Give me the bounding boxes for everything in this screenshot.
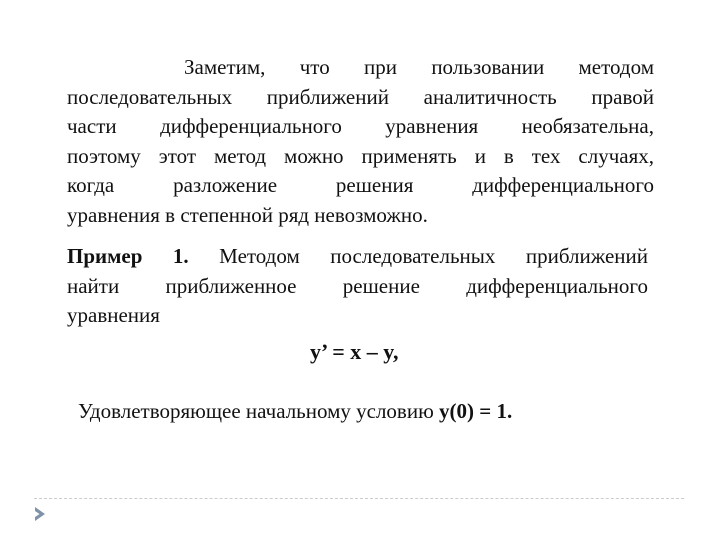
chevron-shape: [35, 507, 45, 521]
initial-condition: [78, 399, 512, 424]
paragraph-line: когда разложение решения дифференциального: [67, 173, 654, 197]
chevron-right-icon[interactable]: [33, 506, 47, 522]
footer-divider: [34, 498, 684, 499]
example-label: Пример 1.: [67, 244, 189, 268]
condition-value: y(0) = 1.: [439, 399, 513, 423]
example-line: найти приближенное решение дифференциального: [67, 273, 648, 298]
condition-text: Удовлетворяющее начальному условию: [78, 399, 440, 423]
example-line-text: Методом последовательных приближений: [219, 244, 648, 268]
example-paragraph: [67, 242, 648, 331]
equation: y’ = x – y,: [310, 339, 399, 364]
paragraph-line: последовательных приближений аналитичность правой: [67, 84, 654, 109]
paragraph-line: части дифференциального уравнения необязательна,: [67, 114, 654, 138]
example-line: уравнения: [67, 303, 160, 327]
example-line: [67, 242, 648, 272]
paragraph-line: Заметим, что при пользовании методом: [184, 55, 654, 79]
paragraph-line: уравнения в степенной ряд невозможно.: [67, 202, 428, 227]
paragraph-line: поэтому этот метод можно применять и в тех случаях,: [67, 143, 654, 168]
intro-paragraph: [67, 53, 654, 230]
